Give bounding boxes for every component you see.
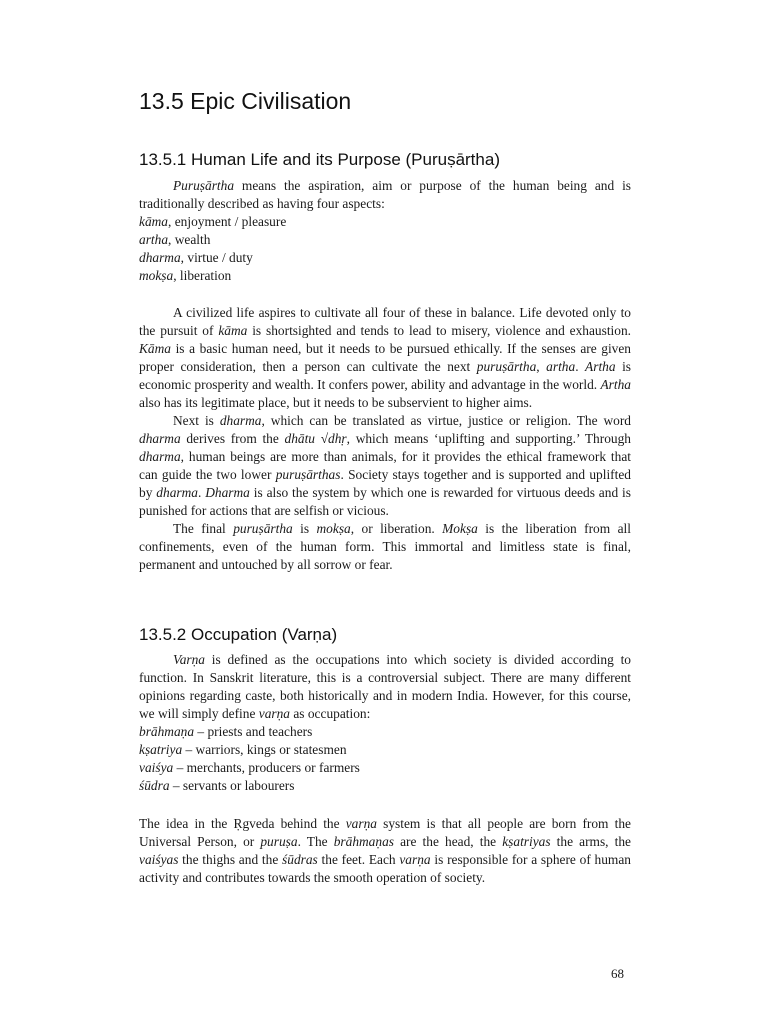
text-run: the feet. Each [317,852,400,867]
occupation-item [139,777,631,795]
page-number: 68 [611,966,624,981]
text-run: system is that all people are born from the Universal Person, or [139,816,631,849]
term-italic: puruṣārtha [476,359,537,374]
term-italic: Artha [600,377,631,392]
text-run: , or liberation. [350,521,443,536]
aspect-desc: , virtue / duty [180,250,253,265]
rgveda-paragraph [139,815,631,887]
aspect-desc: , liberation [173,268,232,283]
term-italic: varṇa [399,852,431,867]
term-italic: mokṣa [316,521,351,536]
text-run: are the head, the [393,834,503,849]
occupation-item [139,759,631,777]
aspect-desc: , enjoyment / pleasure [168,214,287,229]
aspect-item [139,213,631,231]
term-italic: kāma [218,323,248,338]
aspect-desc: , wealth [168,232,211,247]
text-run: is defined as the occupations into which society is divided according to function. In Sanskrit literature, this is a controversial subject. There are many different opinions regarding caste, both historically and in modern India. However, for this course, we will simply define [139,652,631,721]
paragraph-dharma [139,412,631,520]
aspect-item [139,231,631,249]
text-run: is shortsighted and tends to lead to misery, violence and exhaustion. [247,323,631,338]
term-italic: Kāma [139,341,171,356]
aspect-term: kāma [139,214,169,229]
text-run: is responsible for a sphere of human activity and contributes towards the smooth operation of society. [139,852,631,885]
text-run: , [536,359,547,374]
text-run: Next is [173,413,220,428]
occupation-desc: – priests and teachers [194,724,313,739]
term-italic: puruṣārthas [275,467,341,482]
term-italic: vaiśyas [139,852,179,867]
text-run: also has its legitimate place, but it needs to be subservient to higher aims. [139,395,533,410]
term-italic: dharma [219,413,262,428]
occupation-desc: – warriors, kings or statesmen [182,742,347,757]
term-italic: varṇa [345,816,377,831]
occupation-term: śūdra [139,778,170,793]
text-run: is the liberation from all confinements, even of the human form. This immortal and limitless state is final, permanent and untouched by all sorrow or fear. [139,521,631,572]
purushartha-body [139,304,631,574]
occupation-term: kṣatriya [139,742,183,757]
subsection-title-varna: 13.5.2 Occupation (Varṇa) [139,625,338,644]
term-italic: Mokṣa [442,521,478,536]
term-italic: puruṣa [260,834,298,849]
term-italic: dharma [139,449,181,464]
occupation-term: brāhmaṇa [139,724,195,739]
term-italic: kṣatriyas [502,834,551,849]
term-italic: artha [546,359,576,374]
intro-text: means the aspiration, aim or purpose of the human being and is traditionally described as having four aspects: [139,178,631,211]
text-run: A civilized life aspires to cultivate all four of these in balance. Life devoted only to the pursuit of [139,305,631,338]
term-italic: puruṣārtha [233,521,293,536]
subsection-title-purushartha: 13.5.1 Human Life and its Purpose (Puruṣārtha) [139,150,500,169]
text-run: . [575,359,586,374]
text-run: the arms, the [550,834,631,849]
aspect-term: dharma [139,250,181,265]
text-run: The idea in the Ṛgveda behind the [139,816,346,831]
aspect-item [139,267,631,285]
term-italic: dharma [139,431,181,446]
text-run: , human beings are more than animals, for it provides the ethical framework that can guide the two lower [139,449,631,482]
text-run: The final [173,521,234,536]
term-italic: dhātu √dhṛ [284,431,347,446]
term-italic: Varṇa [173,652,205,667]
aspect-term: artha [139,232,169,247]
text-run: . The [297,834,334,849]
varna-paragraph [139,651,631,723]
occupation-desc: – merchants, producers or farmers [173,760,360,775]
intro-paragraph [139,177,631,213]
text-run: derives from the [180,431,285,446]
text-run: is a basic human need, but it needs to be pursued ethically. If the senses are given proper consideration, then a person can cultivate the next [139,341,631,374]
text-run: the thighs and the [178,852,283,867]
aspect-term: mokṣa [139,268,174,283]
term-italic: dharma [156,485,198,500]
varna-body [139,815,631,887]
text-run: as occupation: [290,706,371,721]
text-run: , which can be translated as virtue, justice or religion. The word [261,413,632,428]
text-run: is also the system by which one is rewarded for virtuous deeds and is punished for actions that are selfish or vicious. [139,485,631,518]
term-italic: Artha [585,359,616,374]
occupation-desc: – servants or labourers [169,778,295,793]
text-run: . [197,485,206,500]
term-italic: brāhmaṇas [333,834,394,849]
paragraph-balance [139,304,631,412]
text-run: . Society stays together and is supported and uplifted by [139,467,631,500]
text-run: , which means ‘uplifting and supporting.’ Through [346,431,631,446]
term-italic: varṇa [258,706,291,721]
occupation-term: vaiśya [139,760,174,775]
aspect-item [139,249,631,267]
occupation-item [139,723,631,741]
text-run: is [292,521,317,536]
term-italic: Puruṣārtha [173,178,235,193]
section-title: 13.5 Epic Civilisation [139,88,352,114]
text-run: is economic prosperity and wealth. It confers power, ability and advantage in the world. [139,359,631,392]
term-italic: śūdras [282,852,318,867]
term-italic: Dharma [205,485,250,500]
occupation-item [139,741,631,759]
purushartha-intro [139,177,631,285]
paragraph-moksha [139,520,631,574]
varna-intro [139,651,631,795]
